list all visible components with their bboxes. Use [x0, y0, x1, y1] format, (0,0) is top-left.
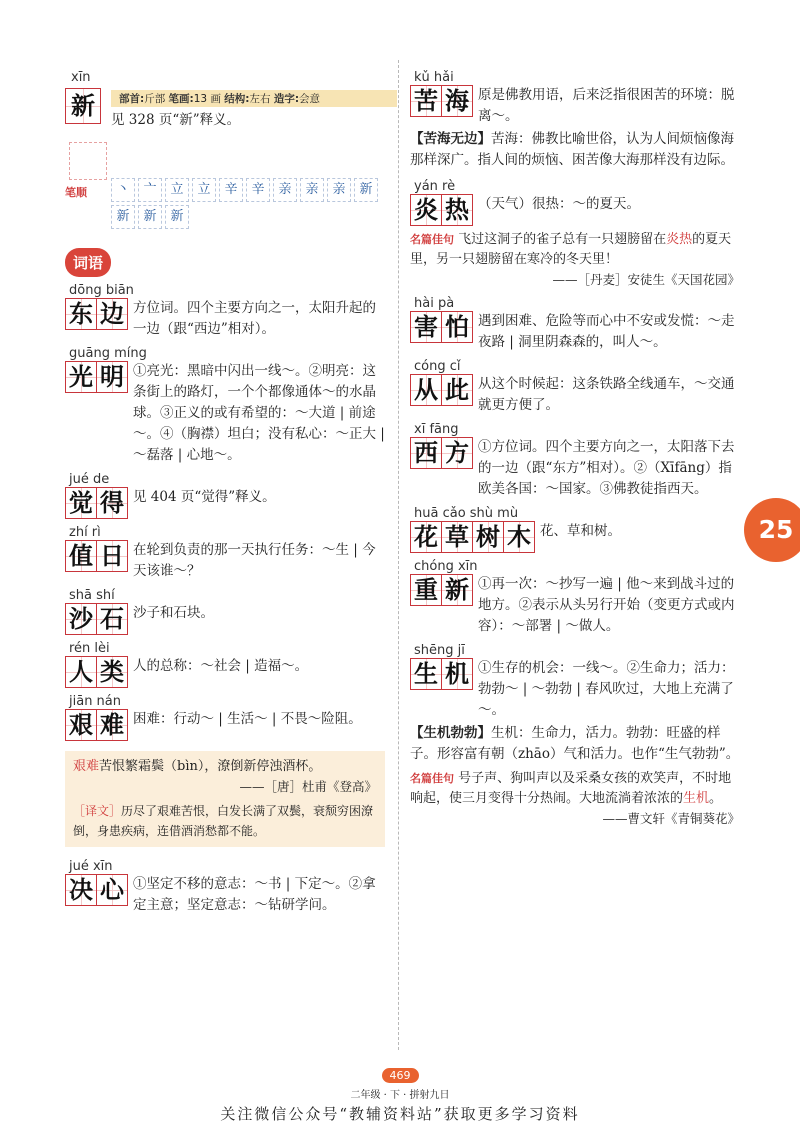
poem-line: 苦恨繁霜鬓（bìn），潦倒新停浊酒杯。 — [99, 759, 322, 774]
page-number: 469 — [382, 1068, 419, 1083]
entry-char: 草 — [441, 521, 473, 553]
poem-box — [65, 751, 385, 847]
entry-char: 难 — [96, 709, 128, 741]
entry-definition: ①亮光：黑暗中闪出一线～。②明亮：这条街上的路灯，一个个都像通体～的水晶球。③正义的或有希望的：～大道 | 前途～。④（胸襟）坦白；没有私心：～正大 | ～磊落 | 心地～。 — [133, 363, 385, 463]
idiom-shengji-def: 生机：生命力，活力。勃勃：旺盛的样子。形容富有朝（zhāo）气和活力。也作“生气勃勃”。 — [410, 725, 740, 762]
entry-chars — [410, 437, 472, 469]
entry-char: 值 — [65, 540, 97, 572]
dict-entry — [410, 643, 740, 721]
entry-pinyin: chóng xīn — [414, 559, 478, 574]
formation-value: 会意 — [299, 93, 321, 105]
entry-yanre — [410, 179, 740, 226]
stroke-step: 亠 — [138, 178, 162, 202]
entry-chars — [65, 487, 127, 519]
entry-chars — [410, 85, 472, 117]
dict-entry — [410, 70, 740, 127]
entry-char: 决 — [65, 874, 97, 906]
entry-chars — [410, 311, 472, 343]
entry-pinyin: zhí rì — [69, 525, 101, 540]
entry-char: 光 — [65, 361, 97, 393]
entry-haipa — [410, 296, 740, 353]
entry-char: 木 — [503, 521, 535, 553]
stroke-order-steps — [111, 178, 381, 229]
entry-chars — [65, 603, 127, 635]
entry-pinyin: jiān nán — [69, 694, 122, 709]
radical-value: 斤部 — [144, 93, 166, 105]
entry-chars — [410, 658, 472, 690]
head-char-ref: 见 328 页“新”释义。 — [111, 112, 241, 128]
head-char-pinyin: xīn — [71, 70, 91, 85]
entry-char: 明 — [96, 361, 128, 393]
dict-entry — [65, 641, 385, 688]
entry-pinyin: jué xīn — [69, 859, 113, 874]
entry-definition: 从这个时候起：这条铁路全线通车，～交通就更方便了。 — [478, 376, 735, 413]
entry-chars — [410, 521, 534, 553]
quote-yanre-cite: ——［丹麦］安徒生《天国花园》 — [552, 272, 740, 287]
structure-value: 左右 — [249, 93, 271, 105]
entry-pinyin: dōng biān — [69, 283, 134, 298]
quote-yanre-post: 的夏天里，另一只翅膀留在寒冷的冬天里！ — [410, 232, 732, 267]
entry-char: 边 — [96, 298, 128, 330]
entry-definition: 原是佛教用语，后来泛指很困苦的环境：脱离～。 — [478, 87, 735, 124]
entry-pinyin: yán rè — [414, 179, 456, 194]
entry-char: 生 — [410, 658, 442, 690]
entry-char: 重 — [410, 574, 442, 606]
stroke-step: 新 — [111, 205, 135, 229]
footer-grade: 二年级 · 下 · 拼射九日 — [350, 1090, 450, 1101]
entry-pinyin: cóng cǐ — [414, 359, 461, 374]
side-page-badge: 25 — [744, 498, 800, 562]
quote-shengji-post: 。 — [709, 791, 723, 806]
entry-chars — [65, 361, 127, 393]
footer-note: 关注微信公众号“教辅资料站”获取更多学习资料 — [220, 1105, 580, 1123]
stroke-step: 辛 — [219, 178, 243, 202]
idiom-shengji — [410, 723, 740, 765]
dict-entry — [65, 694, 385, 741]
idiom-kuhai-def: 苦海：佛教比喻世俗，认为人间烦恼像海那样深广。指人间的烦恼、困苦像大海那样没有边际。 — [410, 131, 734, 168]
entry-definition: 花、草和树。 — [540, 523, 621, 539]
left-last-entry — [65, 859, 385, 916]
quote-shengji-pre: 号子声、狗叫声以及采桑女孩的欢笑声，不时地响起，使三月变得十分热闹。大地流淌着浓浓的 — [410, 771, 732, 806]
entry-shengji — [410, 643, 740, 721]
entry-chars — [410, 194, 472, 226]
entry-definition: 见 404 页“觉得”释义。 — [133, 489, 276, 505]
entry-pinyin: kǔ hǎi — [414, 70, 454, 85]
entry-char: 树 — [472, 521, 504, 553]
dict-entry — [65, 283, 385, 340]
entry-definition: 遇到困难、危险等而心中不安或发慌：～走夜路 | 洞里阴森森的，叫人～。 — [478, 313, 735, 350]
head-char-block — [65, 70, 385, 230]
quote-shengji-highlight: 生机 — [683, 791, 710, 806]
stroke-step: 立 — [165, 178, 189, 202]
entry-pinyin: jué de — [69, 472, 110, 487]
entry-kuhai — [410, 70, 740, 127]
left-column — [65, 70, 385, 916]
dict-entry — [65, 472, 385, 519]
strokes-label: 笔画: — [168, 93, 194, 105]
quote-yanre-label: 名篇佳句 — [410, 233, 454, 246]
poem-cite: ——［唐］杜甫《登高》 — [239, 779, 377, 794]
entry-char: 西 — [410, 437, 442, 469]
char-info-bar — [111, 90, 397, 107]
dict-entry — [65, 346, 385, 466]
entry-xifang — [410, 422, 740, 500]
entry-chars — [65, 540, 127, 572]
writing-grid — [69, 142, 107, 180]
idiom-kuhai-term: 【苦海无边】 — [410, 131, 491, 147]
entry-char: 新 — [441, 574, 473, 606]
entry-pinyin: shēng jī — [414, 643, 465, 658]
dict-entry — [410, 506, 740, 553]
entry-char: 沙 — [65, 603, 97, 635]
stroke-step: 立 — [192, 178, 216, 202]
dict-entry — [410, 559, 740, 637]
entry-huacao — [410, 506, 740, 553]
entry-char: 得 — [96, 487, 128, 519]
formation-label: 造字: — [273, 93, 300, 105]
stroke-step: 新 — [138, 205, 162, 229]
entry-char: 炎 — [410, 194, 442, 226]
ciyu-badge: 词语 — [65, 248, 111, 277]
entry-char: 人 — [65, 656, 97, 688]
stroke-step: 辛 — [246, 178, 270, 202]
quote-shengji — [410, 769, 740, 829]
strokes-value: 13 画 — [193, 93, 221, 105]
head-char: 新 — [65, 88, 101, 124]
entry-char: 东 — [65, 298, 97, 330]
entry-pinyin: guāng míng — [69, 346, 147, 361]
structure-label: 结构: — [224, 93, 250, 105]
entry-char: 类 — [96, 656, 128, 688]
entry-chongxin — [410, 559, 740, 637]
entry-char: 苦 — [410, 85, 442, 117]
poem-highlight: 艰难 — [73, 759, 100, 774]
entry-chars — [410, 574, 472, 606]
column-divider — [398, 60, 399, 1050]
entry-chars — [65, 298, 127, 330]
dict-entry — [65, 525, 385, 582]
left-entries — [65, 283, 385, 741]
idiom-shengji-term: 【生机勃勃】 — [410, 725, 491, 741]
entry-definition: 沙子和石块。 — [133, 605, 214, 621]
entry-char: 花 — [410, 521, 442, 553]
quote-shengji-cite: ——曹文轩《青铜葵花》 — [602, 811, 740, 826]
entry-char: 从 — [410, 374, 442, 406]
entry-char: 怕 — [441, 311, 473, 343]
dict-entry — [410, 296, 740, 353]
dict-entry — [65, 859, 385, 916]
entry-definition: 方位词。四个主要方向之一，太阳升起的一边（跟“西边”相对）。 — [133, 300, 376, 337]
dict-entry — [410, 359, 740, 416]
dict-entry — [410, 179, 740, 226]
entry-chars — [65, 656, 127, 688]
stroke-step: 新 — [354, 178, 378, 202]
stroke-order-row — [65, 178, 385, 229]
entry-definition: 困难：行动～ | 生活～ | 不畏～险阻。 — [133, 711, 362, 727]
entry-definition: 在轮到负责的那一天执行任务：～生 | 今天该谁～？ — [133, 542, 376, 579]
idiom-kuhai — [410, 129, 740, 171]
translation-label: ［译文］ — [73, 804, 122, 818]
entry-definition: （天气）很热：～的夏天。 — [478, 196, 640, 212]
entry-chars — [410, 374, 472, 406]
entry-chars — [65, 709, 127, 741]
entry-char: 石 — [96, 603, 128, 635]
entry-pinyin: hài pà — [414, 296, 455, 311]
entry-char: 艰 — [65, 709, 97, 741]
entry-char: 方 — [441, 437, 473, 469]
entry-definition: ①方位词。四个主要方向之一，太阳落下去的一边（跟“东方”相对）。②（Xīfāng）指欧美各国：～国家。③佛教徒指西天。 — [478, 439, 735, 497]
translation-text: 历尽了艰难苦恨，白发长满了双鬓，衰颓穷困潦倒，身患疾病，连借酒消愁都不能。 — [73, 804, 374, 838]
footer — [0, 1064, 800, 1124]
quote-yanre — [410, 230, 740, 290]
entry-pinyin: huā cǎo shù mù — [414, 506, 519, 521]
right-column — [410, 70, 740, 829]
stroke-step: 亲 — [273, 178, 297, 202]
entry-char: 心 — [96, 874, 128, 906]
quote-shengji-label: 名篇佳句 — [410, 772, 454, 785]
stroke-order-label: 笔顺 — [65, 186, 87, 199]
entry-char: 机 — [441, 658, 473, 690]
entry-definition: ①生存的机会：一线～。②生命力；活力：勃勃～ | ～勃勃 | 春风吹过，大地上充满了～。 — [478, 660, 735, 718]
stroke-step: 亲 — [300, 178, 324, 202]
quote-yanre-highlight: 炎热 — [666, 232, 693, 247]
entry-congci — [410, 359, 740, 416]
entry-char: 觉 — [65, 487, 97, 519]
entry-pinyin: rén lèi — [69, 641, 110, 656]
quote-yanre-pre: 飞过这洞子的雀子总有一只翅膀留在 — [458, 232, 667, 247]
entry-definition: 人的总称：～社会 | 造福～。 — [133, 658, 309, 674]
dict-entry — [65, 588, 385, 635]
entry-char: 害 — [410, 311, 442, 343]
stroke-step: 亲 — [327, 178, 351, 202]
entry-char: 海 — [441, 85, 473, 117]
entry-definition: ①坚定不移的意志：～书 | 下定～。②拿定主意；坚定意志：～钻研学问。 — [133, 876, 376, 913]
entry-chars — [65, 874, 127, 906]
radical-label: 部首: — [119, 93, 145, 105]
entry-char: 热 — [441, 194, 473, 226]
entry-definition: ①再一次：～抄写一遍 | 他～来到战斗过的地方。②表示从头另行开始（变更方式或内容）：～部署 | ～做人。 — [478, 576, 735, 634]
entry-char: 日 — [96, 540, 128, 572]
entry-pinyin: xī fāng — [414, 422, 459, 437]
dict-entry — [410, 422, 740, 500]
entry-pinyin: shā shí — [69, 588, 115, 603]
stroke-step: 丶 — [111, 178, 135, 202]
entry-char: 此 — [441, 374, 473, 406]
stroke-step: 新 — [165, 205, 189, 229]
